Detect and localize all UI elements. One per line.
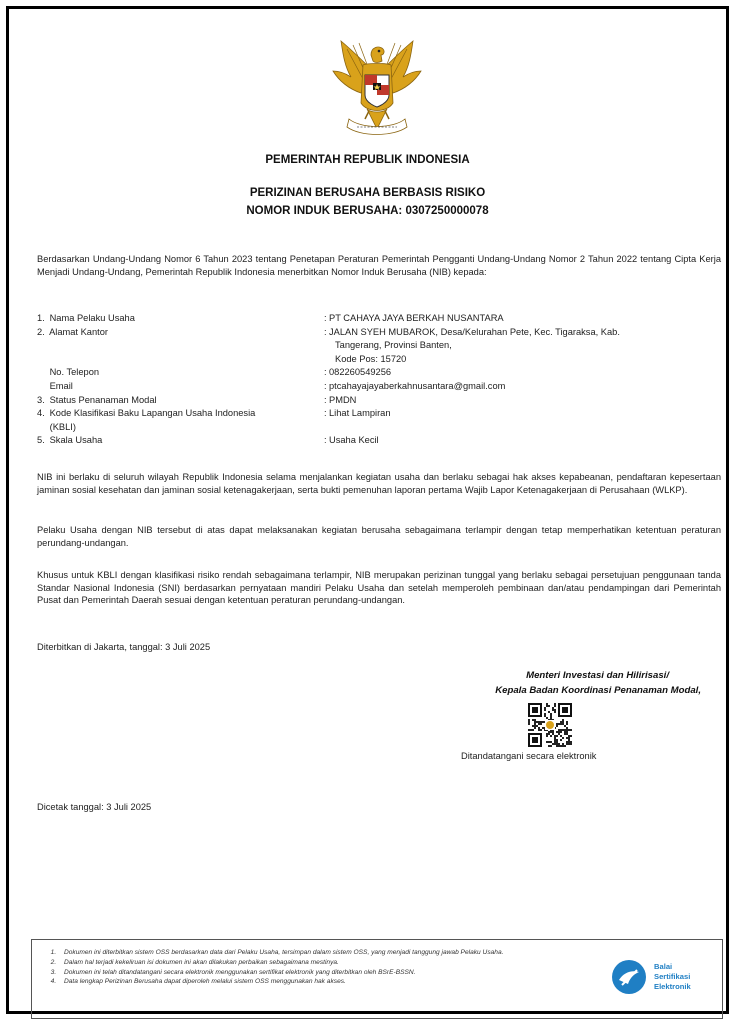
bsre-logo-icon bbox=[610, 958, 648, 996]
field-number: 2. bbox=[37, 326, 45, 337]
field-number: 5. bbox=[37, 435, 45, 446]
document bbox=[9, 9, 726, 1011]
field-separator: : bbox=[324, 380, 327, 391]
business-fields bbox=[37, 312, 727, 448]
field-value: Usaha Kecil bbox=[329, 435, 379, 446]
field-label: Status Penanaman Modal bbox=[49, 394, 157, 405]
field-number: 1. bbox=[37, 313, 45, 323]
bsre-text-line: Sertifikasi bbox=[654, 972, 691, 981]
issued-date: Diterbitkan di Jakarta, tanggal: 3 Juli 2025 bbox=[37, 642, 211, 652]
footer-notes-list bbox=[32, 940, 598, 987]
field-value: PT CAHAYA JAYA BERKAH NUSANTARA bbox=[329, 313, 504, 323]
document-frame bbox=[6, 6, 729, 1014]
pelaku-usaha-paragraph: Pelaku Usaha dengan NIB tersebut di atas dapat melaksanakan kegiatan berusaha sebagaimana terlampir dengan tetap memperhatikan ketentuan peraturan perundang-undangan. bbox=[37, 525, 721, 548]
electronic-signature-note: Ditandatangani secara elektronik bbox=[461, 751, 597, 761]
field-number: 4. bbox=[37, 408, 45, 419]
signatory-title-line1: Menteri Investasi dan Hilirisasi/ bbox=[526, 670, 669, 681]
field-separator: : bbox=[324, 367, 327, 378]
field-label: Nama Pelaku Usaha bbox=[49, 313, 135, 323]
footer-note: 4. Data lengkap Perizinan Berusaha dapat diperoleh melalui sistem OSS menggunakan hak akses. bbox=[58, 977, 598, 987]
garuda-pancasila-emblem-icon bbox=[327, 33, 427, 145]
field-value-line: Kode Pos: 15720 bbox=[335, 353, 407, 364]
field-separator: : bbox=[324, 435, 327, 446]
bsre-logo-text bbox=[654, 962, 691, 992]
intro-paragraph: Berdasarkan Undang-Undang Nomor 6 Tahun 2023 tentang Penetapan Peraturan Pemerintah Pengganti Undang-Undang Nomor 2 Tahun 2022 tentang Cipta Kerja Menjadi Undang-Undang, Pemerintah Republik Indonesia menerbitkan Nomor Induk Berusaha (NIB) kepada: bbox=[37, 254, 721, 277]
bsre-text-line: Balai bbox=[654, 962, 673, 971]
field-separator: : bbox=[324, 394, 327, 405]
field-status bbox=[37, 394, 727, 408]
field-nama bbox=[37, 312, 727, 326]
field-label: Kode Klasifikasi Baku Lapangan Usaha Indonesia bbox=[49, 408, 256, 419]
field-value: ptcahayajayaberkahnusantara@gmail.com bbox=[329, 380, 506, 391]
bsre-text-line: Elektronik bbox=[654, 982, 691, 991]
field-value: 082260549256 bbox=[329, 367, 392, 378]
field-value-line: Tangerang, Provinsi Banten, bbox=[335, 340, 452, 351]
printed-date: Dicetak tanggal: 3 Juli 2025 bbox=[37, 802, 152, 812]
document-title: PERIZINAN BERUSAHA BERBASIS RISIKO bbox=[249, 187, 486, 199]
field-number: 3. bbox=[37, 394, 45, 405]
footer-notes-box bbox=[31, 939, 723, 1019]
footer-note: 3. Dokumen ini telah ditandatangani secara elektronik menggunakan sertifikat elektronik yang diterbitkan oleh BSrE-BSSN. bbox=[58, 968, 598, 978]
nib-validity-paragraph: NIB ini berlaku di seluruh wilayah Republik Indonesia selama menjalankan kegiatan usaha dan berlaku sebagai hak akses kepabeanan, pendaftaran kepesertaan jaminan sosial kesehatan dan jaminan sosial ketenagakerjaan, serta bukti pemenuhan laporan pertama Wajib Lapor Ketenagakerjaan di Perusahaan (WLKP). bbox=[37, 472, 721, 495]
nib-number: NOMOR INDUK BERUSAHA: 0307250000078 bbox=[246, 205, 489, 217]
field-value-line: JALAN SYEH MUBAROK, Desa/Kelurahan Pete, Kec. Tigaraksa, Kab. bbox=[329, 326, 620, 337]
field-label: No. Telepon bbox=[49, 367, 100, 378]
field-label: Skala Usaha bbox=[49, 435, 103, 446]
field-skala bbox=[37, 434, 727, 448]
field-separator: : bbox=[324, 408, 327, 419]
field-label-cont: (KBLI) bbox=[49, 421, 76, 432]
field-alamat bbox=[37, 326, 727, 367]
field-label: Alamat Kantor bbox=[49, 326, 108, 337]
footer-note: 1. Dokumen ini diterbitkan sistem OSS berdasarkan data dari Pelaku Usaha, tersimpan dalam sistem OSS, yang menjadi tanggung jawab Pelaku Usaha. bbox=[58, 948, 598, 958]
footer-note: 2. Dalam hal terjadi kekeliruan isi dokumen ini akan dilakukan perbaikan sebagaimana mestinya. bbox=[58, 958, 598, 968]
kbli-risk-paragraph: Khusus untuk KBLI dengan klasifikasi risiko rendah sebagaimana terlampir, NIB merupakan perizinan tunggal yang berlaku sebagai persetujuan penggunaan tanda Standar Nasional Indonesia (SNI) berdasarkan pernyataan mandiri Pelaku Usaha dan setelah memperoleh pembinaan dan/atau pendampingan dari Pemerintah Pusat dan Pemerintah Daerah sesuai dengan ketentuan peraturan perundang-undangan. bbox=[37, 570, 721, 606]
field-separator: : bbox=[324, 313, 327, 323]
qr-code-icon bbox=[528, 703, 572, 747]
field-kbli bbox=[37, 407, 727, 434]
government-heading: PEMERINTAH REPUBLIK INDONESIA bbox=[265, 154, 470, 166]
field-value: Lihat Lampiran bbox=[329, 408, 391, 419]
signatory-title-line2: Kepala Badan Koordinasi Penanaman Modal, bbox=[495, 685, 701, 696]
field-separator: : bbox=[324, 326, 327, 337]
bsre-logo bbox=[610, 958, 710, 998]
field-telepon bbox=[37, 366, 727, 380]
field-email bbox=[37, 380, 727, 394]
field-label: Email bbox=[49, 380, 73, 391]
field-value: PMDN bbox=[329, 394, 357, 405]
